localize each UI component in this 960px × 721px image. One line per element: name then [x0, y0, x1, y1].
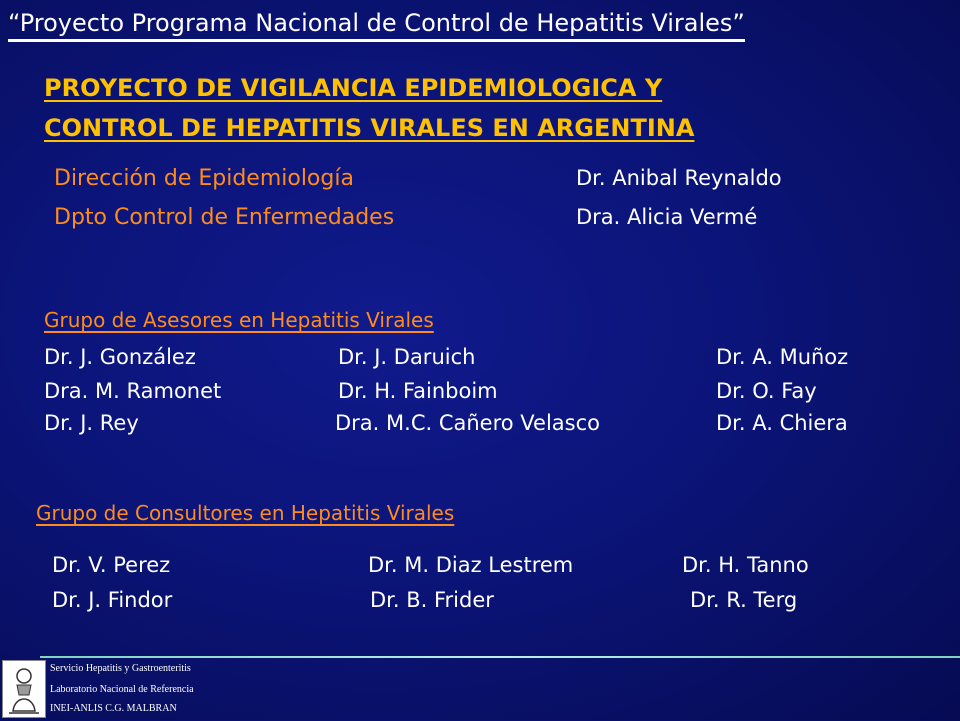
control-dept: Dpto Control de Enfermedades [54, 205, 395, 230]
footer-service: Servicio Hepatitis y Gastroenteritis [50, 663, 191, 674]
consultant-name: Dr. R. Terg [690, 588, 798, 612]
malbran-logo-icon [3, 661, 45, 717]
institute-logo [2, 660, 46, 718]
consultant-name: Dr. V. Perez [52, 553, 171, 577]
project-title-line-2: CONTROL DE HEPATITIS VIRALES EN ARGENTINA [44, 114, 695, 142]
footer-institute: INEI-ANLIS C.G. MALBRAN [50, 703, 177, 714]
advisor-name: Dr. A. Muñoz [716, 345, 849, 369]
advisor-name: Dr. H. Fainboim [338, 379, 498, 403]
footer-laboratory: Laboratorio Nacional de Referencia [50, 684, 194, 695]
directorate-dept: Dirección de Epidemiología [54, 166, 354, 191]
consultants-heading: Grupo de Consultores en Hepatitis Virales [36, 501, 455, 525]
advisors-heading: Grupo de Asesores en Hepatitis Virales [44, 308, 434, 332]
footer-divider [40, 656, 960, 658]
project-title-line-1: PROYECTO DE VIGILANCIA EPIDEMIOLOGICA Y [44, 74, 663, 102]
advisor-name: Dr. J. Daruich [338, 345, 476, 369]
advisor-name: Dr. J. Rey [44, 411, 139, 435]
consultant-name: Dr. H. Tanno [682, 553, 809, 577]
consultant-name: Dr. B. Frider [370, 588, 494, 612]
advisor-name: Dr. O. Fay [716, 379, 817, 403]
advisor-name: Dr. A. Chiera [716, 411, 848, 435]
advisor-name: Dra. M. Ramonet [44, 379, 222, 403]
advisor-name: Dr. J. González [44, 345, 196, 369]
consultant-name: Dr. M. Diaz Lestrem [368, 553, 574, 577]
consultant-name: Dr. J. Findor [52, 588, 173, 612]
advisor-name: Dra. M.C. Cañero Velasco [335, 411, 600, 435]
directorate-person: Dr. Anibal Reynaldo [576, 166, 782, 190]
control-person: Dra. Alicia Vermé [576, 205, 758, 229]
slide-title: “Proyecto Programa Nacional de Control de Hepatitis Virales” [8, 8, 745, 42]
